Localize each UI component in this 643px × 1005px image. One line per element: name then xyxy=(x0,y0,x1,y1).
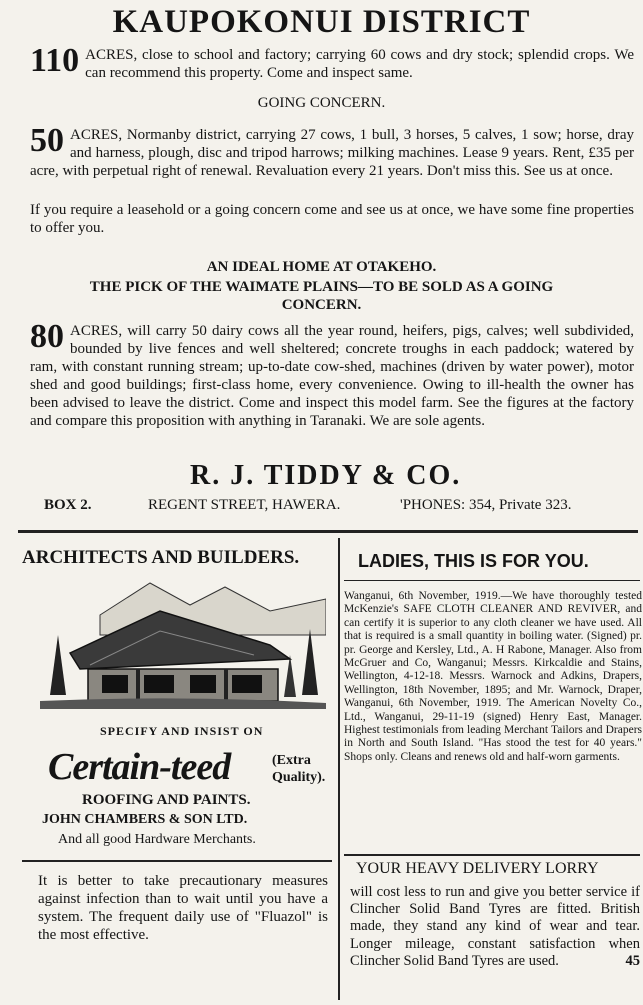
page-number: 45 xyxy=(625,952,640,969)
pick-line-2: CONCERN. xyxy=(281,297,362,313)
district-title: KAUPOKONUI DISTRICT xyxy=(112,4,531,40)
pick-line-1: THE PICK OF THE WAIMATE PLAINS—TO BE SOLD AS A GOING xyxy=(89,279,554,295)
listing-80-number: 80 xyxy=(30,318,64,355)
ladies-body: Wanganui, 6th November, 1919.—We have thoroughly tested McKenzie's SAFE CLOTH CLEANER AND REVIVER, and can certify it is superior to any cloth cleaner we have used. All that is required is a small quantity in boiling water. (Signed) pr. pr. George and Kersley, Ltd., A. H Rabone, Manager. Also from McGruer and Co, Wanganui; Messrs. Kirkcaldie and Stains, Wellington, 4-12-18. Messrs. Warnock and Adkins, Drapers, Wellington, 18th November, 1895; and Mr. Warnock, Draper, Wanganui, 6th November, 1919. The American Novelty Co., Ltd., Wanganui, 29-11-19 (signed) Henry East, Manager. Highest testimonials from leading Merchant Tailors and Drapers in North and South Island. "Has stood the test for 40 years." Shops only. Cleans and renews old and half-worn garments. xyxy=(344,590,642,763)
ladies-underline xyxy=(344,580,640,581)
extra-quality-line-1: (Extra xyxy=(272,753,311,768)
bungalow-illustration xyxy=(40,575,326,709)
extra-quality-line-2: Quality). xyxy=(272,770,326,785)
lorry-body xyxy=(350,884,640,970)
listing-80 xyxy=(30,318,634,430)
address-phones: 'PHONES: 354, Private 323. xyxy=(400,497,572,513)
listing-50-text: ACRES, Normanby district, carrying 27 cows, 1 bull, 3 horses, 5 calves, 1 sow; horse, dray and harness, plough, disc and tripod harrows; milking machines. Lease 9 years. Rent, £35 per acre, with perpetual right of renewal. Revaluation every 21 years. Don't miss this. See us at once. xyxy=(30,127,634,179)
listing-50-number: 50 xyxy=(30,122,64,159)
address-box: BOX 2. xyxy=(44,497,92,513)
chambers-line: JOHN CHAMBERS & SON LTD. xyxy=(42,812,248,827)
going-concern: GOING CONCERN. xyxy=(257,95,386,111)
certain-teed-logo: Certain-teed xyxy=(48,746,231,788)
lorry-title: YOUR HEAVY DELIVERY LORRY xyxy=(356,860,599,877)
architects-title: ARCHITECTS AND BUILDERS. xyxy=(22,547,300,568)
listing-50 xyxy=(30,122,634,180)
listing-110-text: ACRES, close to school and factory; carrying 60 cows and dry stock; splendid crops. We can recommend this property. Come and inspect same. xyxy=(85,47,634,81)
hardware-line: And all good Hardware Merchants. xyxy=(58,832,256,847)
listing-110 xyxy=(30,42,634,82)
ideal-home-heading: AN IDEAL HOME AT OTAKEHO. xyxy=(206,259,437,275)
address-street: REGENT STREET, HAWERA. xyxy=(148,497,341,513)
roofing-line: ROOFING AND PAINTS. xyxy=(82,792,251,808)
column-divider xyxy=(338,538,340,1000)
lorry-body-text: will cost less to run and give you better service if Clincher Solid Band Tyres are fitted. British made, they stand any kind of wear and tear. Longer mileage, constant satisfaction when Clincher Solid Band Tyres are used. xyxy=(350,884,640,969)
fluazol-advert: It is better to take precautionary measures against infection than to wait until you have a system. The frequent daily use of "Fluazol" is the most effective. xyxy=(38,873,328,943)
extra-quality xyxy=(272,752,325,786)
ladies-title: LADIES, THIS IS FOR YOU. xyxy=(358,551,589,571)
listing-80-text: ACRES, will carry 50 dairy cows all the year round, heifers, pigs, calves; well subdivided, bounded by live fences and well sheltered; concrete troughs in each paddock; watered by ram, with constant running stream; up-to-date cow-shed, machines (driven by water power), motor shed and good buildings; first-class home, every convenience. Owing to ill-health the owner has been advised to leave the district. Come and inspect this model farm. See the figures at the factory and compare this proposition with anything in Taranaki. We are sole agents. xyxy=(30,323,634,429)
left-column-rule xyxy=(22,860,332,862)
specify-line: SPECIFY AND INSIST ON xyxy=(100,724,264,738)
agent-name: R. J. TIDDY & CO. xyxy=(190,460,462,491)
leasehold-text: If you require a leasehold or a going concern come and see us at once, we have some fine properties to offer you. xyxy=(30,202,634,236)
horizontal-rule xyxy=(18,530,638,533)
ladies-bottom-rule xyxy=(344,854,640,856)
listing-110-number: 110 xyxy=(30,42,80,79)
